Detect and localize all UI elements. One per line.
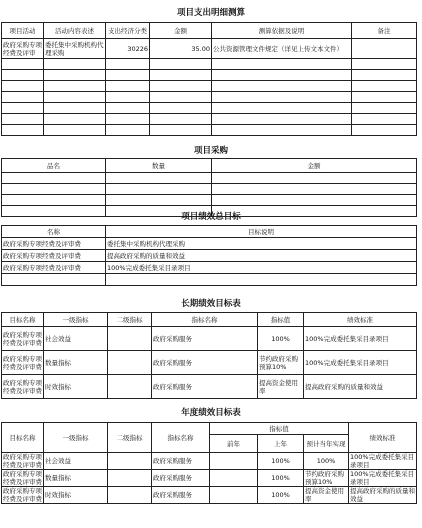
procurement-table bbox=[1, 158, 417, 217]
annual-subheader: 前年 bbox=[210, 435, 258, 453]
annual-cell: 政府采购专项经费及评审费 bbox=[3, 470, 42, 486]
annual-header: 目标名称 bbox=[2, 423, 44, 453]
table-row bbox=[2, 470, 417, 487]
overall-goals-title: 项目绩效总目标 bbox=[181, 212, 241, 222]
annual-header: 指标值 bbox=[210, 423, 349, 435]
budget-cell: 35.00 bbox=[150, 39, 212, 59]
table-row bbox=[2, 39, 417, 59]
annual-subheader: 上年 bbox=[258, 435, 304, 453]
table-row-empty bbox=[2, 59, 417, 70]
annual-table bbox=[1, 422, 417, 504]
budget-cell: 政府采购专项经费及评审 bbox=[3, 40, 42, 57]
table-row bbox=[2, 238, 417, 250]
budget-cell: 委托集中采购机构代理采购 bbox=[45, 40, 104, 57]
long-term-cell: 节约政府采购预算10% bbox=[258, 351, 304, 375]
annual-cell bbox=[108, 470, 152, 487]
procurement-title: 项目采购 bbox=[193, 146, 228, 156]
procurement-header: 数量 bbox=[106, 159, 212, 173]
annual-cell: 政府采购服务 bbox=[152, 470, 210, 487]
long-term-cell: 100% bbox=[258, 327, 304, 351]
procurement-header: 品名 bbox=[2, 159, 106, 173]
long-term-cell: 政府采购专项经费及评审费 bbox=[2, 375, 44, 399]
annual-cell: 100%完成委托集采目录项目 bbox=[349, 453, 417, 470]
long-term-table bbox=[1, 312, 417, 399]
long-term-header: 指标名称 bbox=[152, 313, 258, 327]
annual-cell: 政府采购专项经费及评审费 bbox=[3, 453, 42, 469]
annual-cell: 100%完成委托集采目录项目 bbox=[349, 470, 417, 487]
goal-name: 政府采购专项经费及评审费 bbox=[2, 262, 106, 274]
long-term-cell: 100%完成委托集采目录项目 bbox=[304, 351, 417, 375]
annual-cell: 政府采购服务 bbox=[152, 487, 210, 504]
annual-header: 绩效标准 bbox=[349, 423, 417, 453]
long-term-header-row bbox=[2, 313, 417, 327]
annual-cell bbox=[210, 487, 258, 504]
long-term-cell: 政府采购专项经费及评审费 bbox=[2, 327, 44, 351]
budget-header-row bbox=[2, 23, 417, 39]
long-term-title: 长期绩效目标表 bbox=[181, 299, 241, 309]
table-row bbox=[2, 327, 417, 351]
goal-description: 提高政府采购的质量和效益 bbox=[106, 250, 417, 262]
overall-goals-header: 目标说明 bbox=[106, 226, 417, 238]
overall-goals-header: 名称 bbox=[2, 226, 106, 238]
annual-cell: 数量指标 bbox=[44, 470, 108, 487]
annual-header-row bbox=[2, 423, 417, 435]
procurement-header-row bbox=[2, 159, 417, 173]
goal-description: 委托集中采购机构代理采购 bbox=[106, 238, 417, 250]
annual-cell: 提高政府采购的质量和效益 bbox=[350, 487, 415, 503]
table-row-empty bbox=[2, 125, 417, 136]
annual-cell bbox=[108, 453, 152, 470]
procurement-header: 金额 bbox=[212, 159, 417, 173]
budget-header: 支出经济分类 bbox=[106, 23, 150, 39]
long-term-header: 目标名称 bbox=[2, 313, 44, 327]
table-row bbox=[2, 375, 417, 399]
annual-cell: 100% bbox=[258, 470, 304, 487]
table-row-empty bbox=[2, 92, 417, 103]
annual-header: 指标名称 bbox=[152, 423, 210, 453]
table-row-empty bbox=[2, 114, 417, 125]
table-row bbox=[2, 487, 417, 504]
table-row-empty bbox=[2, 173, 417, 184]
overall-goals-table bbox=[1, 225, 417, 286]
annual-cell: 时效指标 bbox=[44, 487, 108, 504]
annual-cell: 提高资金使用率 bbox=[304, 487, 349, 504]
annual-cell: 政府采购专项经费及评审费 bbox=[3, 487, 42, 503]
long-term-header: 二级指标 bbox=[108, 313, 152, 327]
annual-cell bbox=[108, 487, 152, 504]
budget-header: 测算依据及说明 bbox=[212, 23, 352, 39]
long-term-header: 一级指标 bbox=[44, 313, 108, 327]
table-row-empty bbox=[2, 70, 417, 81]
budget-header: 备注 bbox=[352, 23, 417, 39]
annual-cell: 100% bbox=[304, 453, 349, 470]
long-term-cell bbox=[108, 351, 152, 375]
budget-cell: 30226 bbox=[106, 39, 150, 59]
long-term-cell: 100%完成委托集采目录项目 bbox=[304, 327, 417, 351]
budget-cell: 公共资源管理文件规定（详见上传文本文件） bbox=[212, 39, 352, 59]
budget-header: 项目活动 bbox=[2, 23, 44, 39]
long-term-cell: 时效指标 bbox=[44, 375, 108, 399]
long-term-cell: 提高政府采购的质量和效益 bbox=[304, 375, 417, 399]
long-term-cell bbox=[108, 327, 152, 351]
budget-header: 活动内容表述 bbox=[44, 23, 106, 39]
annual-cell bbox=[210, 470, 258, 487]
long-term-cell: 社会效益 bbox=[44, 327, 108, 351]
annual-cell: 100% bbox=[258, 487, 304, 504]
annual-header: 一级指标 bbox=[44, 423, 108, 453]
table-row bbox=[2, 262, 417, 274]
long-term-cell: 数量指标 bbox=[44, 351, 108, 375]
table-row bbox=[2, 351, 417, 375]
table-row bbox=[2, 250, 417, 262]
annual-cell: 节约政府采购预算10% bbox=[304, 470, 349, 487]
long-term-header: 指标值 bbox=[258, 313, 304, 327]
table-row-empty bbox=[2, 274, 417, 286]
long-term-cell: 政府采购服务 bbox=[152, 351, 258, 375]
annual-title: 年度绩效目标表 bbox=[181, 408, 241, 418]
annual-header: 二级指标 bbox=[108, 423, 152, 453]
table-row-empty bbox=[2, 81, 417, 92]
overall-goals-header-row bbox=[2, 226, 417, 238]
budget-cell bbox=[352, 39, 417, 59]
long-term-cell bbox=[108, 375, 152, 399]
annual-cell: 政府采购服务 bbox=[152, 453, 210, 470]
long-term-cell: 政府采购服务 bbox=[152, 375, 258, 399]
annual-cell bbox=[210, 453, 258, 470]
long-term-cell: 提高资金使用率 bbox=[258, 375, 304, 399]
annual-subheader: 预计当年实现 bbox=[304, 435, 349, 453]
budget-title: 项目支出明细测算 bbox=[176, 8, 245, 18]
table-row-empty bbox=[2, 103, 417, 114]
goal-description: 100%完成委托集采目录项目 bbox=[106, 262, 417, 274]
table-row-empty bbox=[2, 184, 417, 195]
annual-cell: 100% bbox=[258, 453, 304, 470]
long-term-header: 绩效标准 bbox=[304, 313, 417, 327]
table-row-empty bbox=[2, 195, 417, 206]
long-term-cell: 政府采购专项经费及评审费 bbox=[2, 351, 44, 375]
goal-name: 政府采购专项经费及评审费 bbox=[2, 250, 106, 262]
budget-table bbox=[1, 22, 417, 136]
table-row bbox=[2, 453, 417, 470]
long-term-cell: 政府采购服务 bbox=[152, 327, 258, 351]
annual-cell: 社会效益 bbox=[44, 453, 108, 470]
budget-header: 金额 bbox=[150, 23, 212, 39]
goal-name: 政府采购专项经费及评审费 bbox=[2, 238, 106, 250]
